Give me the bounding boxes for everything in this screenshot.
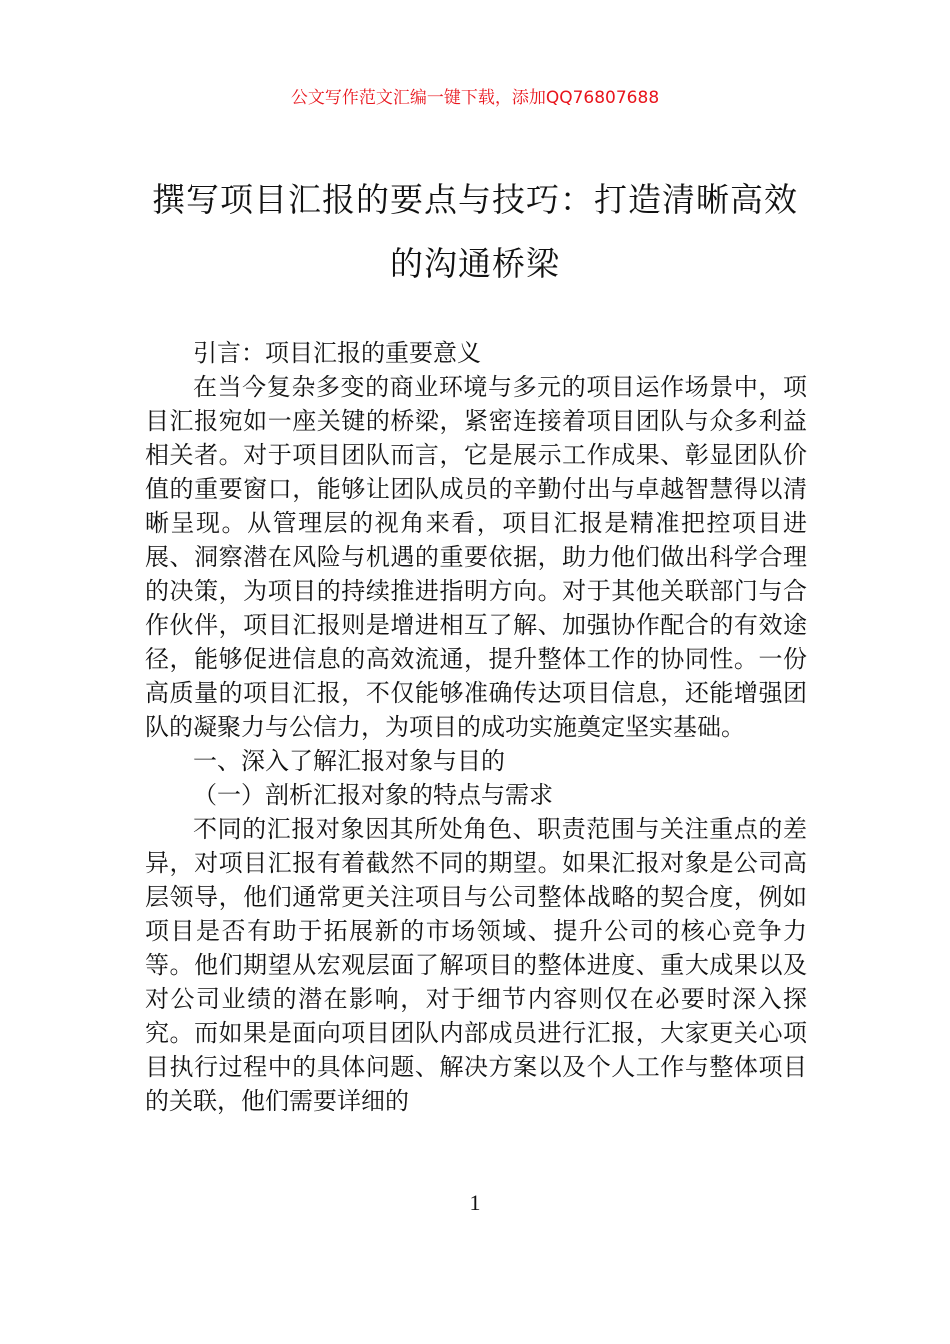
page-number: 1 [469,1190,481,1215]
download-notice: 公文写作范文汇编一键下载，添加QQ76807688 [290,88,660,108]
section-heading: 一、深入了解汇报对象与目的 [193,747,505,775]
document-title: 撰写项目汇报的要点与技巧：打造清晰高效的沟通桥梁 [152,180,798,283]
body-paragraph: 不同的汇报对象因其所处角色、职责范围与关注重点的差异，对项目汇报有着截然不同的期望。如果汇报对象是公司高层领导，他们通常更关注项目与公司整体战略的契合度，例如项目是否有助于拓展新的市场领域、提升公司的核心竞争力等。他们期望从宏观层面了解项目的整体进度、重大成果以及对公司业绩的潜在影响，对于细节内容则仅在必要时深入探究。而如果是面向项目团队内部成员进行汇报，大家更关心项目执行过程中的具体问题、解决方案以及个人工作与整体项目的关联，他们需要详细的 [145,815,807,1115]
subsection-heading: （一）剖析汇报对象的特点与需求 [193,781,553,809]
intro-paragraph: 在当今复杂多变的商业环境与多元的项目运作场景中，项目汇报宛如一座关键的桥梁，紧密连接着项目团队与众多利益相关者。对于项目团队而言，它是展示工作成果、彰显团队价值的重要窗口，能够让团队成员的辛勤付出与卓越智慧得以清晰呈现。从管理层的视角来看，项目汇报是精准把控项目进展、洞察潜在风险与机遇的重要依据，助力他们做出科学合理的决策，为项目的持续推进指明方向。对于其他关联部门与合作伙伴，项目汇报则是增进相互了解、加强协作配合的有效途径，能够促进信息的高效流通，提升整体工作的协同性。一份高质量的项目汇报，不仅能够准确传达项目信息，还能增强团队的凝聚力与公信力，为项目的成功实施奠定坚实基础。 [145,373,807,741]
document-body [145,336,807,1118]
intro-heading: 引言：项目汇报的重要意义 [193,339,481,367]
